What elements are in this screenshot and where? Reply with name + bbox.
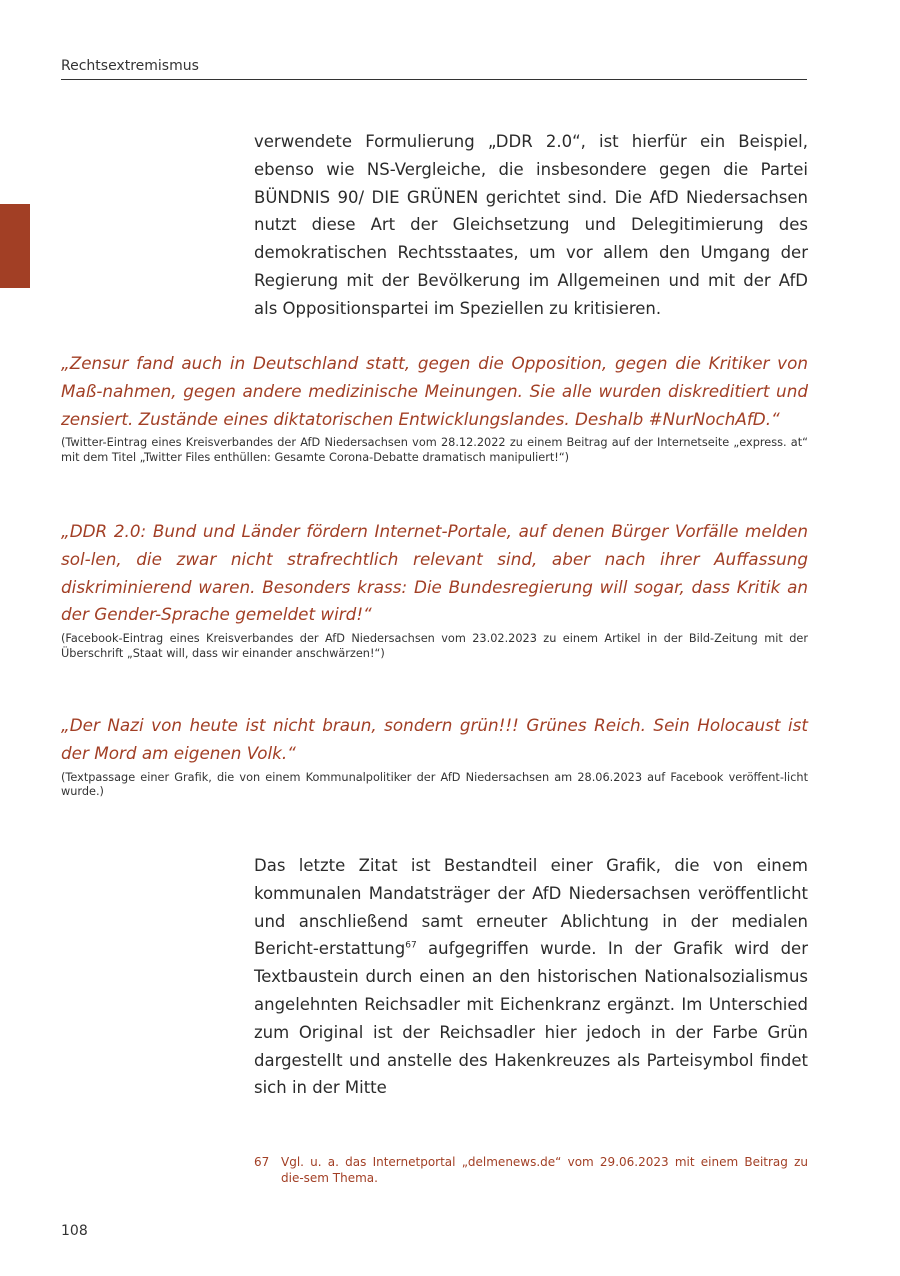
footnote-reference[interactable]: 67 — [405, 940, 417, 951]
main-paragraph-text-start: Das letzte Zitat ist Bestandteil einer Grafik, die von einem kommunalen Mandatsträger der AfD Niedersachsen veröffentlicht und anschließend samt erneuter Ablichtung in der medialen Bericht-erstattung — [254, 856, 808, 959]
page-number: 108 — [61, 1223, 88, 1239]
main-paragraph-text-end: aufgegriffen wurde. In der Grafik wird der Textbaustein durch einen an den historischen Nationalsozialismus angelehnten Reichsadler mit Eichenkranz ergänzt. Im Unterschied zum Original ist der Reichsadler hier jedoch in der Farbe Grün dargestellt und anstelle des Hakenkreuzes als Parteisymbol findet sich in der Mitte — [254, 939, 808, 1098]
quote-text: „Der Nazi von heute ist nicht braun, sondern grün!!! Grünes Reich. Sein Holocaust ist der Mord am eigenen Volk.“ — [61, 715, 808, 763]
chapter-tab-marker — [0, 204, 30, 288]
running-header — [61, 58, 807, 80]
footnote-number: 67 — [254, 1155, 270, 1169]
quote-source: (Textpassage einer Grafik, die von einem Kommunalpolitiker der AfD Niedersachsen am 28.06.2023 auf Facebook veröffent-licht wurde.) — [61, 770, 808, 798]
intro-paragraph: verwendete Formulierung „DDR 2.0“, ist hierfür ein Beispiel, ebenso wie NS-Vergleiche, die insbesondere gegen die Partei BÜNDNIS 90/ DIE GRÜNEN gerichtet sind. Die AfD Niedersachsen nutzt diese Art der Gleichsetzung und Delegitimierung des demokratischen Rechtsstaates, um vor allem den Umgang der Regierung mit der Bevölkerung im Allgemeinen und mit der AfD als Oppositionspartei im Speziellen zu kritisieren. — [254, 132, 808, 318]
quote-source: (Twitter-Eintrag eines Kreisverbandes der AfD Niedersachsen vom 28.12.2022 zu einem Beitrag auf der Internetseite „express. at“ mit dem Titel „Twitter Files enthüllen: Gesamte Corona-Debatte dramatisch manipuliert!“) — [61, 436, 808, 464]
quote-text: „DDR 2.0: Bund und Länder fördern Internet-Portale, auf denen Bürger Vorfälle melden sol-len, die zwar nicht strafrechtlich relevant sind, aber nach ihrer Auffassung diskriminierend waren. Besonders krass: Die Bundesregierung will sogar, dass Kritik an der Gender-Sprache gemeldet wird!“ — [61, 521, 808, 625]
header-title: Rechtsextremismus — [61, 58, 199, 74]
footnote — [254, 1155, 808, 1186]
quote-text: „Zensur fand auch in Deutschland statt, gegen die Opposition, gegen die Kritiker von Maß-nahmen, gegen andere medizinische Meinungen. Sie alle wurden diskreditiert und zensiert. Zustände eines diktatorischen Entwicklungslandes. Deshalb #NurNochAfD.“ — [61, 353, 808, 429]
quote-block-1 — [61, 350, 808, 465]
main-paragraph — [254, 852, 808, 1102]
quote-block-2 — [61, 518, 808, 661]
quote-source: (Facebook-Eintrag eines Kreisverbandes der AfD Niedersachsen vom 23.02.2023 zu einem Artikel in der Bild-Zeitung mit der Überschrift „Staat will, dass wir einander anschwärzen!“) — [61, 632, 808, 660]
footnote-text: Vgl. u. a. das Internetportal „delmenews.de“ vom 29.06.2023 mit einem Beitrag zu die-sem Thema. — [281, 1155, 808, 1185]
quote-block-3 — [61, 712, 808, 799]
